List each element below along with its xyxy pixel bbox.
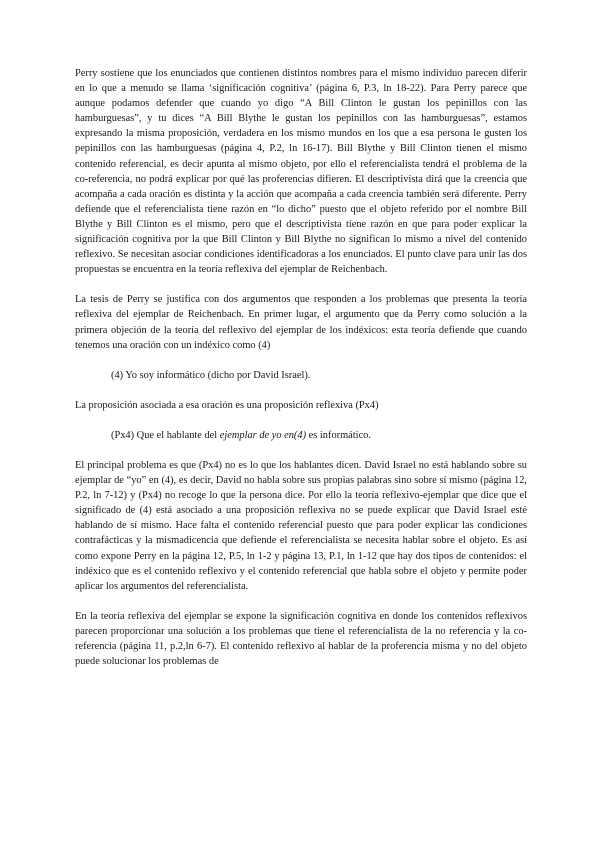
document-body (75, 66, 527, 669)
paragraph-main-problem: El principal problema es que (Px4) no es lo que los hablantes dicen. David Israel no está hablando sobre su ejemplar de “yo” en (4), es decir, David no habla sobre sus propias palabras sino sobre sí mismo (página 12, P.2, ln 7-12) y (Px4) no recoge lo que la persona dice. Por ello la teoría reflexivo-ejemplar que dice que el significado de (4) está asociado a una proposición reflexiva no se puede explicar que David Israel esté hablando de sí mismo. Hace falta el contenido referencial puesto que para poder explicar las condiciones contrafácticas y la mismadicencia que defiende el referencialista se necesita hablar sobre el objeto. Es así como expone Perry en la página 12, P.5, ln 1-2 y página 13, P.1, ln 1-12 que hay dos tipos de contenidos: el indéxico que es el contenido reflexivo y el contenido referencial que habla sobre el objeto y permite poder aplicar los argumentos del referencialista. (75, 459, 527, 592)
paragraph-perry-thesis: Perry sostiene que los enunciados que contienen distintos nombres para el mismo individuo parecen diferir en lo que a menudo se llama ‘significación cognitiva’ (página 6, P.3, ln 18-22). Para Perry parece que aunque podamos defender que cuando yo digo “A Bill Clinton le gustan los pepinillos con las hamburguesas”, y tu dices “A Bill Blythe le gustan los pepinillos con las hamburguesas”, estamos expresando la misma proposición, verdadera en los mismo mundos en los que a esa persona le gusten los pepinillos con las hamburguesas (página 4, P.2, ln 16-17). Bill Blythe y Bill Clinton tienen el mismo contenido referencial, es decir apunta al mismo objeto, por ello el referencialista tendrá el problema de la co-referencia, no podrá explicar por qué las proferencias difieren. El descriptivista dirá que la creencia que acompaña a cada oración es distinta y la acción que acompaña a cada creencia también será diferente. Perry defiende que el referencialista tiene razón en “lo dicho” puesto que el objeto referido por el nombre Bill Blythe y Bill Clinton es el mismo, pero que el descriptivista tiene razón en que para poder explicar la significación cognitiva por la que Bill Clinton y Bill Blythe no significan lo mismo a nivel del contenido reflexivo. Se necesitan asociar condiciones identificadoras a los enunciados. El punto clave para unir las dos propuestas se encuentra en la teoría reflexiva del ejemplar de Reichenbach. (75, 68, 527, 276)
paragraph-reflexive-proposition: La proposición asociada a esa oración es una proposición reflexiva (Px4) (75, 399, 379, 411)
px4-text-end: es informático. (306, 429, 371, 441)
paragraph-cognitive-significance: En la teoría reflexiva del ejemplar se expone la significación cognitiva en donde los contenidos reflexivos parecen proporcionar una solución a los problemas que tiene el referencialista de la no referencia y la co-referencia (página 11, p.2,ln 6-7). El contenido reflexivo al hablar de la proferencia misma y no del objeto puede solucionar los problemas de (75, 610, 527, 668)
px4-text-start: (Px4) Que el hablante del (111, 429, 220, 441)
example-sentence-4: (4) Yo soy informático (dicho por David Israel). (111, 369, 311, 381)
px4-italic-phrase: ejemplar de yo en(4) (219, 429, 307, 441)
example-proposition-px4 (111, 428, 527, 443)
paragraph-reichenbach-argument: La tesis de Perry se justifica con dos argumentos que responden a los problemas que presenta la teoría reflexiva del ejemplar de Reichenbach. En primer lugar, el argumento que da Perry como solución a la primera objeción de la teoría del reflexivo del ejemplar de los indéxicos: esta teoría defiende que cuando tenemos una oración con un indéxico como (4) (75, 294, 527, 351)
